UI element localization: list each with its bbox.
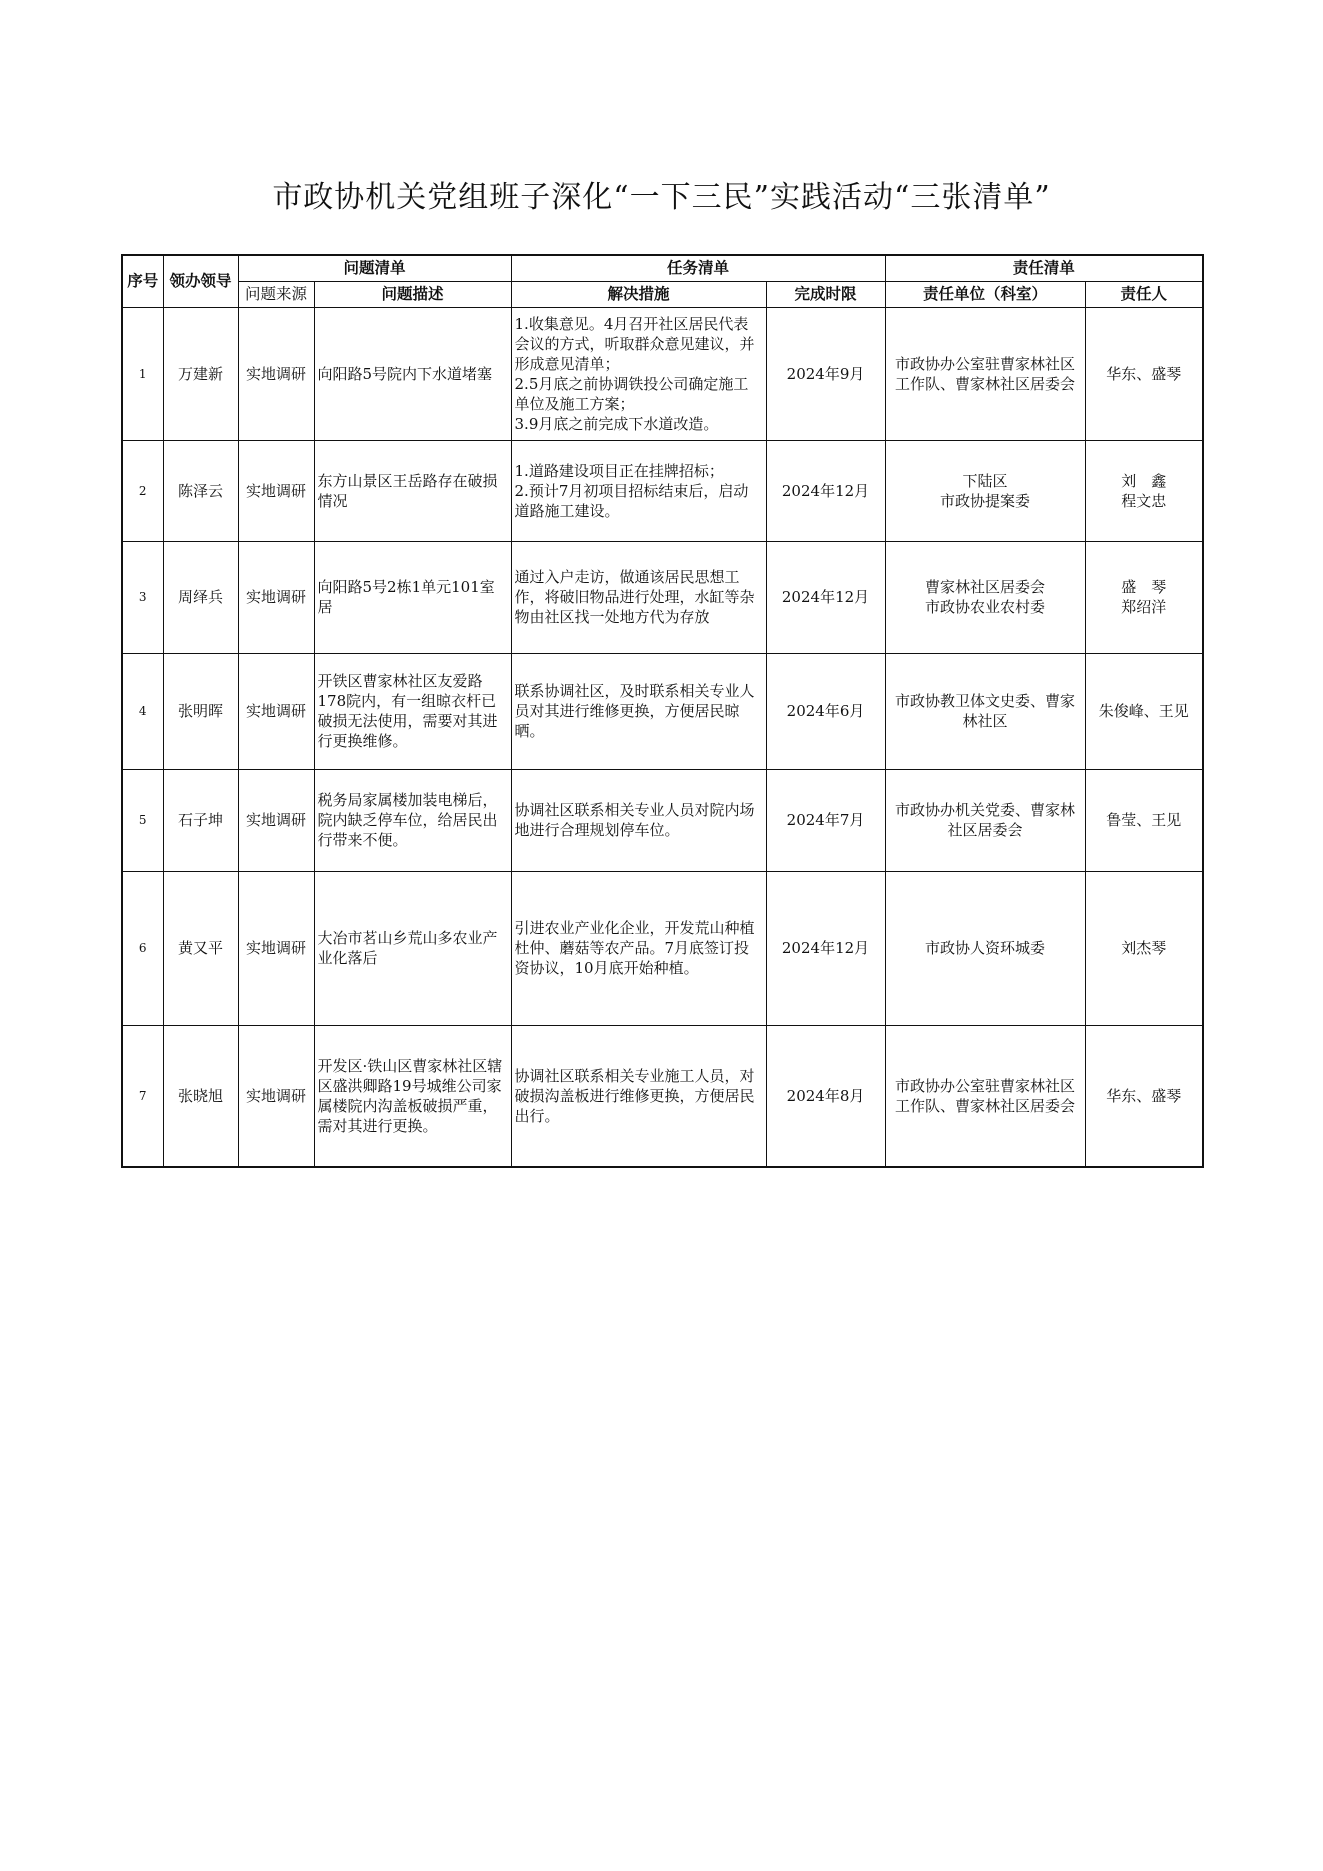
row-source: 实地调研 [238, 769, 314, 871]
row-description: 开铁区曹家林社区友爱路178院内，有一组晾衣杆已破损无法使用，需要对其进行更换维修。 [314, 653, 511, 769]
row-measures-line: 引进农业产业化企业，开发荒山种植杜仲、蘑菇等农产品。7月底签订投资协议，10月底开始种植。 [514, 919, 755, 977]
row-measures [511, 307, 766, 440]
row-description: 大冶市茗山乡荒山多农业产业化落后 [314, 871, 511, 1025]
table-row [122, 307, 1203, 440]
row-person-line: 刘杰琴 [1121, 939, 1167, 957]
row-source: 实地调研 [238, 1025, 314, 1167]
table-row [122, 871, 1203, 1025]
row-description: 税务局家属楼加装电梯后，院内缺乏停车位，给居民出行带来不便。 [314, 769, 511, 871]
row-deadline: 2024年12月 [766, 440, 885, 541]
row-leader: 张晓旭 [163, 1025, 238, 1167]
row-unit-line: 市政协人资环城委 [925, 939, 1046, 957]
row-person-line: 刘 鑫 [1121, 471, 1167, 490]
row-measures-line: 通过入户走访，做通该居民思想工作，将破旧物品进行处理，水缸等杂物由社区找一处地方代为存放 [514, 568, 755, 626]
row-source: 实地调研 [238, 871, 314, 1025]
row-unit-line: 市政协办公室驻曹家林社区工作队、曹家林社区居委会 [895, 1076, 1076, 1115]
row-measures [511, 440, 766, 541]
header-person: 责任人 [1085, 281, 1203, 307]
row-deadline: 2024年12月 [766, 871, 885, 1025]
header-problem-list: 问题清单 [238, 255, 511, 281]
row-leader: 张明晖 [163, 653, 238, 769]
row-unit [885, 1025, 1085, 1167]
row-measures-line: 2.预计7月初项目招标结束后，启动道路施工建设。 [514, 481, 749, 520]
row-unit-line: 市政协教卫体文史委、曹家林社区 [895, 692, 1076, 730]
row-unit-line: 市政协农业农村委 [925, 598, 1046, 616]
row-unit-line: 下陆区 [962, 471, 1008, 490]
table-row [122, 541, 1203, 653]
row-number: 6 [122, 871, 163, 1025]
row-leader: 黄又平 [163, 871, 238, 1025]
header-leader: 领办领导 [163, 255, 238, 307]
row-leader: 石子坤 [163, 769, 238, 871]
row-unit [885, 653, 1085, 769]
row-measures-line: 联系协调社区，及时联系相关专业人员对其进行维修更换，方便居民晾晒。 [514, 682, 755, 740]
row-deadline: 2024年6月 [766, 653, 885, 769]
row-person [1085, 1025, 1203, 1167]
row-person-line: 华东、盛琴 [1106, 1086, 1182, 1105]
table-row [122, 769, 1203, 871]
row-person [1085, 440, 1203, 541]
row-unit-line: 市政协办机关党委、曹家林社区居委会 [895, 801, 1076, 839]
row-measures [511, 541, 766, 653]
row-person-line: 华东、盛琴 [1106, 364, 1182, 383]
row-unit-line: 市政协办公室驻曹家林社区工作队、曹家林社区居委会 [895, 354, 1076, 393]
row-measures-line: 协调社区联系相关专业施工人员，对破损沟盖板进行维修更换，方便居民出行。 [514, 1066, 755, 1125]
row-measures [511, 871, 766, 1025]
row-person [1085, 769, 1203, 871]
row-unit-line: 市政协提案委 [940, 491, 1031, 510]
table-row [122, 1025, 1203, 1167]
row-measures [511, 653, 766, 769]
header-description: 问题描述 [314, 281, 511, 307]
three-lists-table [121, 254, 1204, 1168]
row-person [1085, 653, 1203, 769]
row-measures-line: 3.9月底之前完成下水道改造。 [514, 414, 719, 433]
row-unit [885, 307, 1085, 440]
row-measures-line: 协调社区联系相关专业人员对院内场地进行合理规划停车位。 [514, 801, 755, 839]
row-measures [511, 1025, 766, 1167]
header-unit: 责任单位（科室） [885, 281, 1085, 307]
table-row [122, 653, 1203, 769]
row-measures-line: 1.道路建设项目正在挂牌招标； [514, 461, 724, 480]
row-number: 5 [122, 769, 163, 871]
row-description: 东方山景区王岳路存在破损情况 [314, 440, 511, 541]
header-seq: 序号 [122, 255, 163, 307]
header-measures: 解决措施 [511, 281, 766, 307]
row-unit [885, 440, 1085, 541]
row-number: 3 [122, 541, 163, 653]
row-unit [885, 871, 1085, 1025]
row-measures-line: 2.5月底之前协调铁投公司确定施工单位及施工方案； [514, 374, 749, 413]
row-person-line: 盛 琴 [1121, 578, 1167, 596]
row-person-line: 朱俊峰、王见 [1098, 702, 1189, 720]
row-description: 开发区·铁山区曹家林社区辖区盛洪卿路19号城维公司家属楼院内沟盖板破损严重，需对其进行更换。 [314, 1025, 511, 1167]
row-deadline: 2024年9月 [766, 307, 885, 440]
row-number: 2 [122, 440, 163, 541]
row-number: 7 [122, 1025, 163, 1167]
row-person-line: 鲁莹、王见 [1106, 811, 1182, 829]
page-title: 市政协机关党组班子深化“一下三民”实践活动“三张清单” [272, 180, 1051, 215]
row-person-line: 程文忠 [1121, 491, 1167, 510]
header-task-list: 任务清单 [511, 255, 885, 281]
row-person [1085, 541, 1203, 653]
row-source: 实地调研 [238, 307, 314, 440]
header-responsibility-list: 责任清单 [885, 255, 1203, 281]
row-unit [885, 541, 1085, 653]
row-leader: 陈泽云 [163, 440, 238, 541]
header-source: 问题来源 [238, 281, 314, 307]
row-source: 实地调研 [238, 440, 314, 541]
row-number: 4 [122, 653, 163, 769]
row-measures [511, 769, 766, 871]
table-row [122, 440, 1203, 541]
row-source: 实地调研 [238, 541, 314, 653]
row-number: 1 [122, 307, 163, 440]
row-person [1085, 307, 1203, 440]
row-source: 实地调研 [238, 653, 314, 769]
row-deadline: 2024年7月 [766, 769, 885, 871]
row-measures-line: 1.收集意见。4月召开社区居民代表会议的方式，听取群众意见建议，并形成意见清单； [514, 314, 755, 373]
row-description: 向阳路5号院内下水道堵塞 [314, 307, 511, 440]
header-deadline: 完成时限 [766, 281, 885, 307]
row-leader: 万建新 [163, 307, 238, 440]
row-person [1085, 871, 1203, 1025]
row-deadline: 2024年8月 [766, 1025, 885, 1167]
row-unit [885, 769, 1085, 871]
row-description: 向阳路5号2栋1单元101室居 [314, 541, 511, 653]
row-unit-line: 曹家林社区居委会 [925, 578, 1046, 596]
row-person-line: 郑绍洋 [1121, 598, 1167, 616]
row-leader: 周绎兵 [163, 541, 238, 653]
row-deadline: 2024年12月 [766, 541, 885, 653]
